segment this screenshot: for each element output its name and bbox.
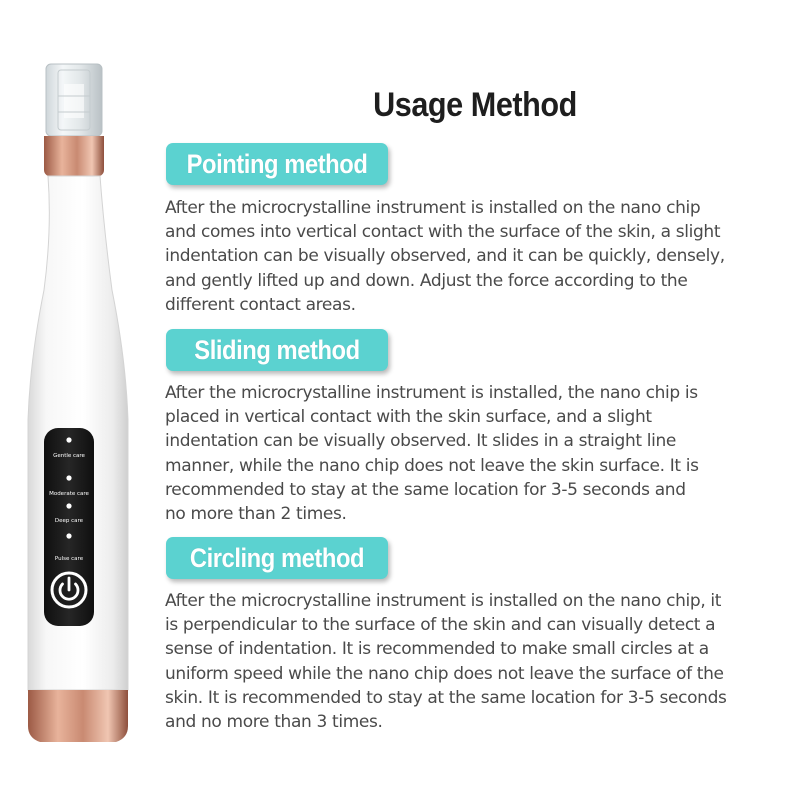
section-heading-pill <box>166 329 388 371</box>
device-illustration <box>0 0 170 800</box>
text-line: indentation can be visually observed. It slides in a straight line <box>165 431 677 452</box>
text-line: different contact areas. <box>165 294 356 315</box>
transparent-cap <box>46 64 102 136</box>
section-heading-pill <box>166 537 388 579</box>
text-line: skin. It is recommended to stay at the same location for 3-5 seconds <box>165 687 727 708</box>
mode-label: Gentle care <box>53 453 85 459</box>
text-line: and gently lifted up and down. Adjust the force according to the <box>165 270 688 291</box>
text-line: and comes into vertical contact with the surface of the skin, a slight <box>165 222 721 243</box>
text-line: After the microcrystalline instrument is installed on the nano chip, it <box>165 591 722 611</box>
text-line: is perpendicular to the surface of the skin and can visually detect a <box>165 615 716 636</box>
bottom-base <box>28 690 128 742</box>
mode-label: Deep care <box>54 518 84 524</box>
page-title: Usage Method <box>373 86 577 124</box>
text-line: uniform speed while the nano chip does not leave the surface of the <box>165 663 724 684</box>
mode-dot-3 <box>66 503 71 508</box>
section-body <box>165 589 795 734</box>
text-line: After the microcrystalline instrument is installed, the nano chip is <box>165 383 698 403</box>
mode-dot-4 <box>66 533 71 538</box>
section-body <box>165 381 795 526</box>
section-heading: Sliding method <box>194 335 360 365</box>
section-heading: Pointing method <box>186 149 368 179</box>
text-line: recommended to stay at the same location for 3-5 seconds and <box>165 479 686 500</box>
mode-dot-2 <box>66 475 71 480</box>
text-line: After the microcrystalline instrument is installed on the nano chip <box>165 198 701 218</box>
section-heading: Circling method <box>189 543 365 573</box>
mode-label: Pulse care <box>54 556 84 562</box>
mode-label: Moderate care <box>49 491 89 497</box>
section-body <box>165 196 795 317</box>
text-line: sense of indentation. It is recommended to make small circles at a <box>165 639 709 660</box>
text-line: placed in vertical contact with the skin surface, and a slight <box>165 407 652 428</box>
mode-dot-1 <box>66 437 71 442</box>
power-button[interactable] <box>52 573 86 607</box>
text-line: and no more than 3 times. <box>165 712 383 733</box>
text-line: no more than 2 times. <box>165 504 347 525</box>
top-ring <box>44 136 104 176</box>
text-line: manner, while the nano chip does not leave the skin surface. It is <box>165 455 699 476</box>
section-heading-pill <box>166 143 388 185</box>
text-line: indentation can be visually observed, and it can be quickly, densely, <box>165 246 725 267</box>
